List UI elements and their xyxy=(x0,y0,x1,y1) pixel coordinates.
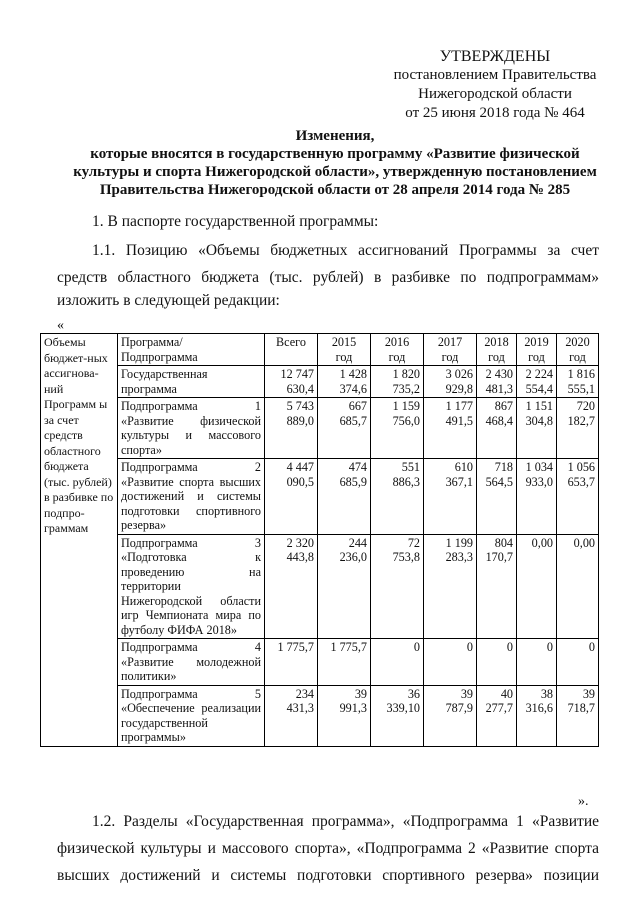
value-2017: 39 787,9 xyxy=(424,685,477,746)
value-2017: 0 xyxy=(424,639,477,686)
value-2018: 718 564,5 xyxy=(477,459,517,535)
value-total: 2 320 443,8 xyxy=(265,534,318,639)
value-2017: 1 199 283,3 xyxy=(424,534,477,639)
value-2019: 1 151 304,8 xyxy=(517,398,557,459)
header-2019: 2019 год xyxy=(517,334,557,366)
value-total: 12 747 630,4 xyxy=(265,366,318,398)
approval-line-3: от 25 июня 2018 года № 464 xyxy=(405,105,585,121)
title-line-4: Правительства Нижегородской области от 28 апреля 2014 года № 285 xyxy=(99,182,571,198)
value-2015: 244 236,0 xyxy=(318,534,371,639)
header-2016: 2016 год xyxy=(371,334,424,366)
value-2020: 1 056 653,7 xyxy=(557,459,599,535)
program-name: Подпрограмма 1 «Развитие физической культуры и массового спорта» xyxy=(118,398,265,459)
program-name: Подпрограмма 3 «Подготовка к проведению на территории Нижегородской области игр Чемпионата мира по футболу ФИФА 2018» xyxy=(118,534,265,639)
header-program: Программа/ Подпрограмма xyxy=(118,334,265,366)
value-2015: 667 685,7 xyxy=(318,398,371,459)
section-1-1-line-2: средств областного бюджета (тыс. рублей) в разбивке по подпрограммам» xyxy=(57,269,599,286)
value-2016: 72 753,8 xyxy=(371,534,424,639)
header-2017: 2017 год xyxy=(424,334,477,366)
value-total: 234 431,3 xyxy=(265,685,318,746)
value-2020: 720 182,7 xyxy=(557,398,599,459)
header-2015: 2015 год xyxy=(318,334,371,366)
value-2015: 474 685,9 xyxy=(318,459,371,535)
value-2015: 1 428 374,6 xyxy=(318,366,371,398)
approval-block xyxy=(360,47,630,123)
value-total: 4 447 090,5 xyxy=(265,459,318,535)
value-2020: 39 718,7 xyxy=(557,685,599,746)
value-2020: 1 816 555,1 xyxy=(557,366,599,398)
program-name: Подпрограмма 4 «Развитие молодежной политики» xyxy=(118,639,265,686)
table-row xyxy=(41,534,599,639)
table-row xyxy=(41,639,599,686)
row-header-cell: Объемы бюджет-ных ассигнова-ний Программ ы за счет средств областного бюджета (тыс. рублей) в разбивке по подпро-граммам xyxy=(41,334,118,747)
value-2017: 3 026 929,8 xyxy=(424,366,477,398)
table-header-row xyxy=(41,334,599,366)
value-2019: 1 034 933,0 xyxy=(517,459,557,535)
title-line-1: Изменения, xyxy=(295,128,375,144)
value-2019: 38 316,6 xyxy=(517,685,557,746)
table-row xyxy=(41,398,599,459)
value-2018: 0 xyxy=(477,639,517,686)
value-2016: 551 886,3 xyxy=(371,459,424,535)
value-2016: 0 xyxy=(371,639,424,686)
value-2018: 40 277,7 xyxy=(477,685,517,746)
title-line-3: культуры и спорта Нижегородской области», утвержденную постановлением xyxy=(73,164,597,180)
header-2018: 2018 год xyxy=(477,334,517,366)
section-1-1-line-1: 1.1. Позицию «Объемы бюджетных ассигнований Программы за счет xyxy=(92,242,599,259)
budget-table xyxy=(40,333,599,747)
header-total: Всего xyxy=(265,334,318,366)
value-2019: 0 xyxy=(517,639,557,686)
value-2018: 867 468,4 xyxy=(477,398,517,459)
value-2017: 1 177 491,5 xyxy=(424,398,477,459)
title-line-2: которые вносятся в государственную программу «Развитие физической xyxy=(90,146,580,162)
value-total: 1 775,7 xyxy=(265,639,318,686)
approval-line-2: Нижегородской области xyxy=(418,86,572,102)
value-2019: 2 224 554,4 xyxy=(517,366,557,398)
section-1-2-line-2: физической культуры и массового спорта», «Подпрограмма 2 «Развитие спорта xyxy=(57,840,599,857)
value-2016: 1 820 735,2 xyxy=(371,366,424,398)
program-name: Подпрограмма 5 «Обеспечение реализации государственной программы» xyxy=(118,685,265,746)
value-2015: 1 775,7 xyxy=(318,639,371,686)
table-row xyxy=(41,685,599,746)
section-1-2-line-3: высших достижений и системы подготовки спортивного резерва» позиции xyxy=(57,867,599,884)
quote-open: « xyxy=(57,318,64,333)
document-title xyxy=(40,127,630,199)
value-total: 5 743 889,0 xyxy=(265,398,318,459)
value-2016: 36 339,10 xyxy=(371,685,424,746)
approval-heading: УТВЕРЖДЕНЫ xyxy=(439,48,551,65)
value-2019: 0,00 xyxy=(517,534,557,639)
value-2018: 804 170,7 xyxy=(477,534,517,639)
value-2015: 39 991,3 xyxy=(318,685,371,746)
section-1: 1. В паспорте государственной программы: xyxy=(92,213,379,230)
value-2016: 1 159 756,0 xyxy=(371,398,424,459)
section-1-1-line-3: изложить в следующей редакции: xyxy=(57,292,280,309)
section-1-2-line-1: 1.2. Разделы «Государственная программа», «Подпрограмма 1 «Развитие xyxy=(92,813,599,830)
program-name: Государственная программа xyxy=(118,366,265,398)
value-2017: 610 367,1 xyxy=(424,459,477,535)
quote-close: ». xyxy=(578,794,589,809)
value-2018: 2 430 481,3 xyxy=(477,366,517,398)
approval-line-1: постановлением Правительства xyxy=(393,67,597,83)
table-row xyxy=(41,366,599,398)
program-name: Подпрограмма 2 «Развитие спорта высших достижений и системы подготовки спортивного резерва» xyxy=(118,459,265,535)
value-2020: 0 xyxy=(557,639,599,686)
value-2020: 0,00 xyxy=(557,534,599,639)
table-row xyxy=(41,459,599,535)
header-2020: 2020 год xyxy=(557,334,599,366)
